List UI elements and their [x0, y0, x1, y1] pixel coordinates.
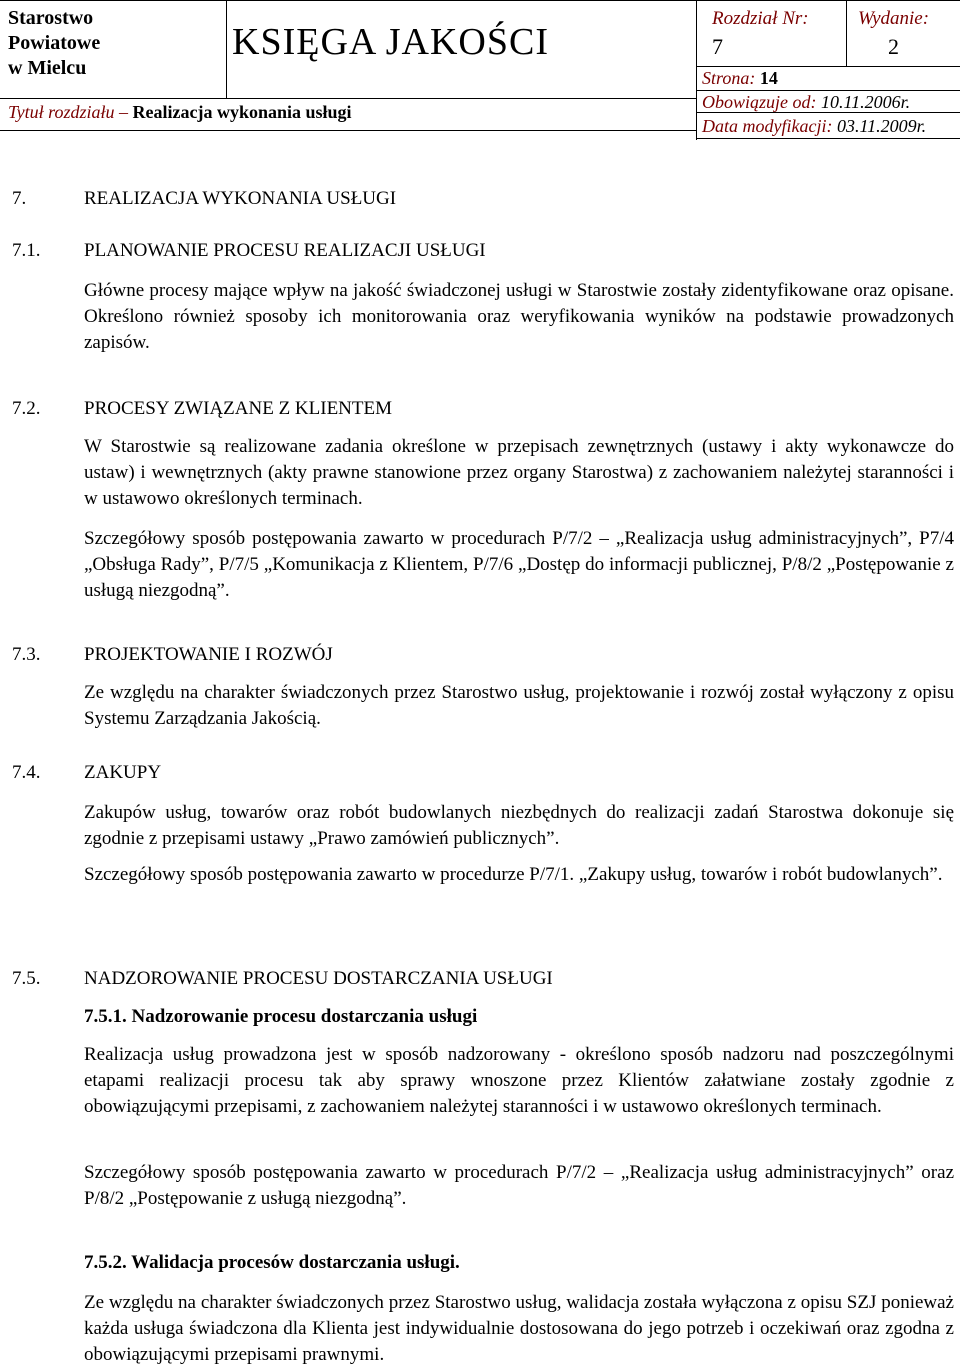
- paragraph-7-5-1-a: Realizacja usług prowadzona jest w sposób nadzorowany - określono sposób nadzoru nad poszczególnymi etapami realizacji procesu tak aby sprawy wnoszone przez Klientów załatwiane zostały zgodnie z obowiązującymi przepisami, z zachowaniem należytej staranności i w ustawowo określonych terminach.: [84, 1044, 954, 1117]
- paragraph-7-5-2: Ze względu na charakter świadczonych przez Starostwo usług, walidacja została wyłączona z opisu SZJ ponieważ każda usługa świadczona dla Klienta jest indywidualnie dostosowana do jego potrzeb i oczekiwań oraz zgodna z obowiązującymi przepisami prawnymi.: [84, 1292, 954, 1365]
- paragraph-7-1: Główne procesy mające wpływ na jakość świadczonej usługi w Starostwie zostały zidentyfikowane oraz opisane. Określono również sposoby ich monitorowania oraz weryfikowania wyników na podstawie prowadzonych zapisów.: [84, 280, 954, 353]
- edition-label: Wydanie:: [858, 8, 930, 29]
- paragraph-7-2-a: W Starostwie są realizowane zadania określone w przepisach zewnętrznych (ustawy i akty wykonawcze do ustaw) i wewnętrznych (akty prawne stanowione przez organy Starostwa) z zachowaniem należytej staranności i w ustawowo określonych terminach.: [84, 436, 954, 509]
- book-title: KSIĘGA JAKOŚCI: [232, 21, 549, 63]
- valid-from: Obowiązuje od: 10.11.2006r.: [702, 92, 911, 112]
- institution-name: Starostwo Powiatowe w Mielcu: [8, 7, 101, 79]
- paragraph-7-2-b: Szczegółowy sposób postępowania zawarto w procedurach P/7/2 – „Realizacja usług administracyjnych”, P7/4 „Obsługa Rady”, P/7/5 „Komunikacja z Klientem, P/7/6 „Dostęp do informacji publicznej, P/8/2 „Postępowanie z usługą niezgodną”.: [84, 528, 954, 601]
- page-indicator: Strona: 14: [702, 68, 778, 88]
- subsection-heading-7-5-1: 7.5.1. Nadzorowanie procesu dostarczania usługi: [84, 1006, 478, 1027]
- modified-date: Data modyfikacji: 03.11.2009r.: [702, 116, 927, 136]
- chapter-number: 7: [712, 34, 723, 59]
- paragraph-7-5-1-b: Szczegółowy sposób postępowania zawarto w procedurach P/7/2 – „Realizacja usług administracyjnych” oraz P/8/2 „Postępowanie z usługą niezgodną”.: [84, 1162, 954, 1209]
- paragraph-7-4-a: Zakupów usług, towarów oraz robót budowlanych niezbędnych do realizacji zadań Starostwa dokonuje się zgodnie z przepisami ustawy „Prawo zamówień publicznych”.: [84, 802, 954, 849]
- chapter-title: Tytuł rozdziału – Realizacja wykonania usługi: [8, 102, 352, 122]
- edition-number: 2: [888, 34, 899, 59]
- chapter-label: Rozdział Nr:: [712, 8, 809, 29]
- paragraph-7-4-b: Szczegółowy sposób postępowania zawarto w procedurze P/7/1. „Zakupy usług, towarów i robót budowlanych”.: [84, 864, 943, 885]
- subsection-heading-7-5-2: 7.5.2. Walidacja procesów dostarczania usługi.: [84, 1252, 460, 1273]
- paragraph-7-3: Ze względu na charakter świadczonych przez Starostwo usług, projektowanie i rozwój został wyłączony z opisu Systemu Zarządzania Jakością.: [84, 682, 954, 729]
